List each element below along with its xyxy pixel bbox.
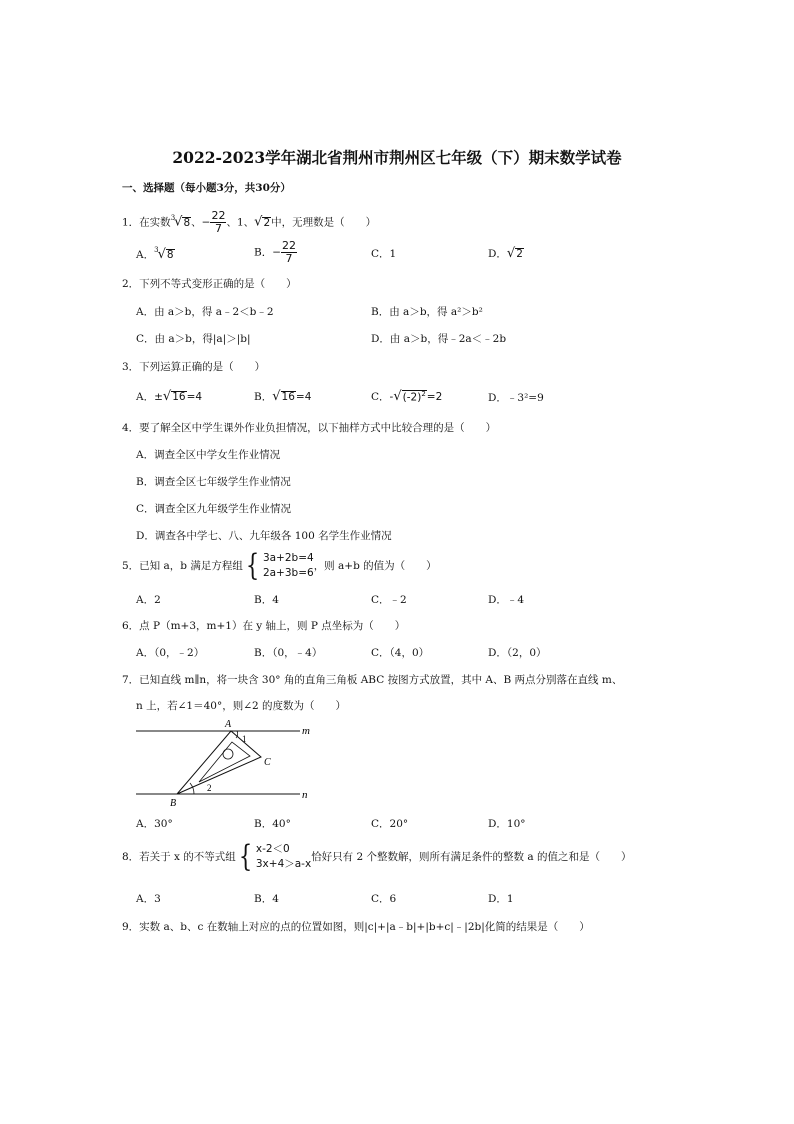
q8-post-text: 恰好只有 2 个整数解，则所有满足条件的整数 a 的值之和是（ ） xyxy=(311,851,632,864)
q5-option-b: B．4 xyxy=(254,594,279,606)
question-5-stem xyxy=(122,548,437,584)
q1-option-c: C．1 xyxy=(371,248,397,260)
radical-icon: √ xyxy=(157,247,166,262)
q5-equation-system xyxy=(243,548,314,584)
question-6-stem: 6．点 P（m+3，m+1）在 y 轴上，则 P 点坐标为（ ） xyxy=(122,620,406,632)
radical-icon: √ xyxy=(162,389,172,404)
question-3-stem: 3．下列运算正确的是（ ） xyxy=(122,361,266,373)
section-heading-choice: 一、选择题（每小题3分，共30分） xyxy=(122,182,291,194)
q6-option-b: B．（0，﹣4） xyxy=(254,647,323,659)
brace-icon: { xyxy=(238,839,253,875)
q3-b-label: B． xyxy=(254,391,273,403)
q1-option-d xyxy=(488,246,524,262)
q6-option-c: C．（4，0） xyxy=(371,647,430,659)
radical-icon: √ xyxy=(506,246,516,261)
q7-option-c: C．20° xyxy=(371,818,409,830)
label-angle-1: 1 xyxy=(242,734,247,744)
triangle-hole xyxy=(223,749,233,759)
q1-frac-sign: − xyxy=(201,216,211,229)
q7-figure xyxy=(130,714,330,809)
q5-pre-text: 5．已知 a，b 满足方程组 xyxy=(122,560,243,573)
q1-b-label: B． xyxy=(254,246,273,259)
q5-option-a: A．2 xyxy=(136,594,161,606)
q3-a-eq: =4 xyxy=(186,391,203,403)
triangle-abc xyxy=(177,731,261,794)
q1-option-b xyxy=(254,240,297,265)
q8-ineq1: x-2＜0 xyxy=(255,843,290,855)
question-7-stem-line2: n 上，若∠1＝40°，则∠2 的度数为（ ） xyxy=(136,700,347,712)
q3-a-label: A． xyxy=(136,391,155,403)
page-title: 2022-2023学年湖北省荆州市荆州区七年级（下）期末数学试卷 xyxy=(172,148,622,167)
q3-c-exp: 2 xyxy=(421,389,426,398)
q5-eq1: 3a+2b=4 xyxy=(262,552,314,564)
q8-option-d: D．1 xyxy=(488,893,514,905)
label-n: n xyxy=(302,789,308,801)
q2-option-a: A．由 a＞b，得 a﹣2＜b﹣2 xyxy=(136,306,274,318)
q5-eq2: 2a+3b=6 xyxy=(262,567,314,580)
q1-d-label: D． xyxy=(488,248,507,260)
radical-icon: √ xyxy=(174,214,183,230)
q3-a-pm: ± xyxy=(154,391,163,403)
q6-option-d: D．（2，0） xyxy=(488,647,547,659)
q1-cbrt-index: 3 xyxy=(170,213,176,222)
question-4-stem: 4．要了解全区中学生课外作业负担情况，以下抽样方式中比较合理的是（ ） xyxy=(122,422,497,434)
q5-option-c: C．﹣2 xyxy=(371,594,407,606)
q1-pre-text: 1．在实数 xyxy=(122,216,171,229)
q6-option-a: A．（0，﹣2） xyxy=(136,647,205,659)
question-2-stem: 2．下列不等式变形正确的是（ ） xyxy=(122,278,297,290)
q3-c-label: C． xyxy=(371,391,390,403)
question-1-stem xyxy=(122,210,376,235)
q7-option-b: B．40° xyxy=(254,818,291,830)
label-m: m xyxy=(302,725,310,737)
label-angle-2: 2 xyxy=(207,783,212,793)
q1-cbrt-arg: 8 xyxy=(183,216,191,229)
q4-option-a: A．调查全区中学女生作业情况 xyxy=(136,449,281,461)
q1-a-cbrt-index: 3 xyxy=(154,246,159,254)
label-c: C xyxy=(264,757,271,768)
q2-option-d: D．由 a＞b，得﹣2a＜﹣2b xyxy=(371,333,507,345)
label-b: B xyxy=(170,798,177,809)
q4-option-c: C．调查全区九年级学生作业情况 xyxy=(136,503,292,515)
label-a: A xyxy=(225,719,232,730)
radical-icon: √ xyxy=(393,389,402,404)
q3-option-c xyxy=(371,389,442,405)
q3-b-eq: =4 xyxy=(295,391,312,403)
q3-b-arg: 16 xyxy=(281,391,295,403)
q1-b-den: 7 xyxy=(285,252,293,266)
triangle-inner-cutout xyxy=(199,742,250,782)
question-9-stem: 9．实数 a、b、c 在数轴上对应的点的位置如图，则|c|+|a﹣b|+|b+c|﹣|2b|化简的结果是（ ） xyxy=(122,921,590,933)
q4-option-d: D．调查各中学七、八、九年级各 100 名学生作业情况 xyxy=(136,530,392,542)
q8-option-b: B．4 xyxy=(254,893,279,905)
q3-c-arg: (-2) xyxy=(402,391,422,403)
q5-option-d: D．﹣4 xyxy=(488,594,525,606)
q1-b-num: 22 xyxy=(282,239,297,252)
q1-a-label: A． xyxy=(136,249,155,261)
q3-c-neg: - xyxy=(389,391,394,403)
q3-option-d: D．﹣3²=9 xyxy=(488,392,544,404)
q2-option-c: C．由 a＞b，得|a|＞|b| xyxy=(136,333,251,345)
q8-option-a: A．3 xyxy=(136,893,161,905)
q8-pre-text: 8．若关于 x 的不等式组 xyxy=(122,851,236,864)
q4-option-b: B．调查全区七年级学生作业情况 xyxy=(136,476,291,488)
q1-frac-den: 7 xyxy=(214,222,222,236)
q3-c-radicand xyxy=(402,390,427,404)
brace-icon: { xyxy=(245,548,260,584)
q8-inequality-system xyxy=(236,839,312,875)
q1-b-sign: − xyxy=(272,246,282,259)
q1-sqrt-arg: 2 xyxy=(263,216,271,229)
q1-post-text: 中，无理数是（ ） xyxy=(271,216,377,229)
q8-option-c: C．6 xyxy=(371,893,397,905)
radical-icon: √ xyxy=(272,389,281,404)
q1-b-fraction xyxy=(281,240,297,265)
q1-sep2: 、1、 xyxy=(226,216,255,229)
question-8-stem xyxy=(122,839,632,875)
q2-option-b: B．由 a＞b，得 a²＞b² xyxy=(371,306,483,318)
q3-option-b xyxy=(254,389,311,405)
q5-post-text: ，则 a+b 的值为（ ） xyxy=(313,560,437,573)
question-7-stem-line1: 7．已知直线 m∥n，将一块含 30° 角的直角三角板 ABC 按图方式放置，其中 A、B 两点分别落在直线 m、 xyxy=(122,674,623,686)
q7-option-a: A．30° xyxy=(136,818,173,830)
q1-a-arg: 8 xyxy=(166,249,174,261)
radical-icon: √ xyxy=(254,214,263,230)
q3-option-a xyxy=(136,389,202,405)
q3-a-arg: 16 xyxy=(172,391,186,403)
q1-d-arg: 2 xyxy=(516,248,523,260)
q8-ineq2: 3x+4＞a-x xyxy=(255,858,312,871)
q1-option-a xyxy=(136,246,175,263)
q1-sep1: 、 xyxy=(191,216,202,229)
q7-option-d: D．10° xyxy=(488,818,526,830)
q1-frac-num: 22 xyxy=(211,209,226,222)
q1-fraction xyxy=(210,210,226,235)
q3-c-eq: =2 xyxy=(426,391,443,403)
